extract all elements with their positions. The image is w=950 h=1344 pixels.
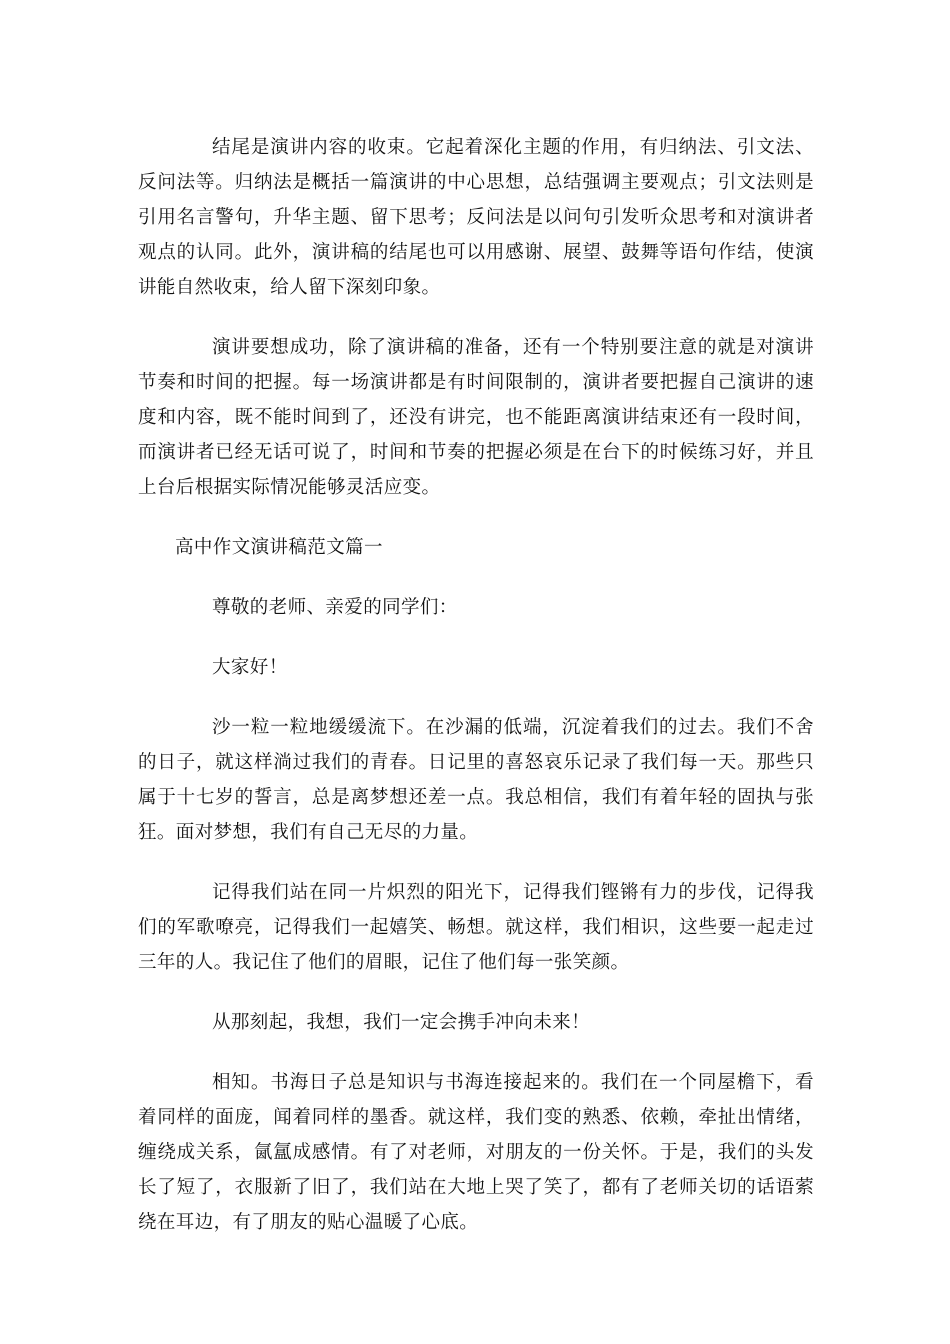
speech-greeting: 大家好！ — [212, 657, 288, 678]
section-title: 高中作文演讲稿范文篇一 — [175, 537, 383, 558]
document-body — [138, 130, 814, 1265]
speech-paragraph: 从那刻起，我想，我们一定会携手冲向未来！ — [212, 1012, 591, 1033]
speech-paragraph: 沙一粒一粒地缓缓流下。在沙漏的低端，沉淀着我们的过去。我们不舍的日子，就这样淌过我们的青春。日记里的喜怒哀乐记录了我们每一天。那些只属于十七岁的誓言，总是离梦想还差一点。我总相信，我们有着年轻的固执与张狂。面对梦想，我们有自己无尽的力量。 — [138, 717, 814, 843]
speech-paragraph: 相知。书海日子总是知识与书海连接起来的。我们在一个同屋檐下，看着同样的面庞，闻着同样的墨香。就这样，我们变的熟悉、依赖，牵扯出情绪，缠绕成关系，氤氲成感情。有了对老师，对朋友的一份关怀。于是，我们的头发长了短了，衣服新了旧了，我们站在大地上哭了笑了，都有了老师关切的话语萦绕在耳边，有了朋友的贴心温暖了心底。 — [138, 1072, 814, 1233]
paragraph-ending-techniques: 结尾是演讲内容的收束。它起着深化主题的作用，有归纳法、引文法、反问法等。归纳法是概括一篇演讲的中心思想，总结强调主要观点；引文法则是引用名言警句，升华主题、留下思考；反问法是以问句引发听众思考和对演讲者观点的认同。此外，演讲稿的结尾也可以用感谢、展望、鼓舞等语句作结，使演讲能自然收束，给人留下深刻印象。 — [138, 137, 814, 298]
speech-paragraph: 记得我们站在同一片炽烈的阳光下，记得我们铿锵有力的步伐，记得我们的军歌嘹亮，记得我们一起嬉笑、畅想。就这样，我们相识，这些要一起走过三年的人。我记住了他们的眉眼，记住了他们每一张笑颜。 — [138, 882, 814, 973]
paragraph-timing-rhythm: 演讲要想成功，除了演讲稿的准备，还有一个特别要注意的就是对演讲节奏和时间的把握。每一场演讲都是有时间限制的，演讲者要把握自己演讲的速度和内容，既不能时间到了，还没有讲完，也不能距离演讲结束还有一段时间，而演讲者已经无话可说了，时间和节奏的把握必须是在台下的时候练习好，并且上台后根据实际情况能够灵活应变。 — [138, 337, 814, 498]
speech-salutation: 尊敬的老师、亲爱的同学们： — [212, 597, 458, 618]
